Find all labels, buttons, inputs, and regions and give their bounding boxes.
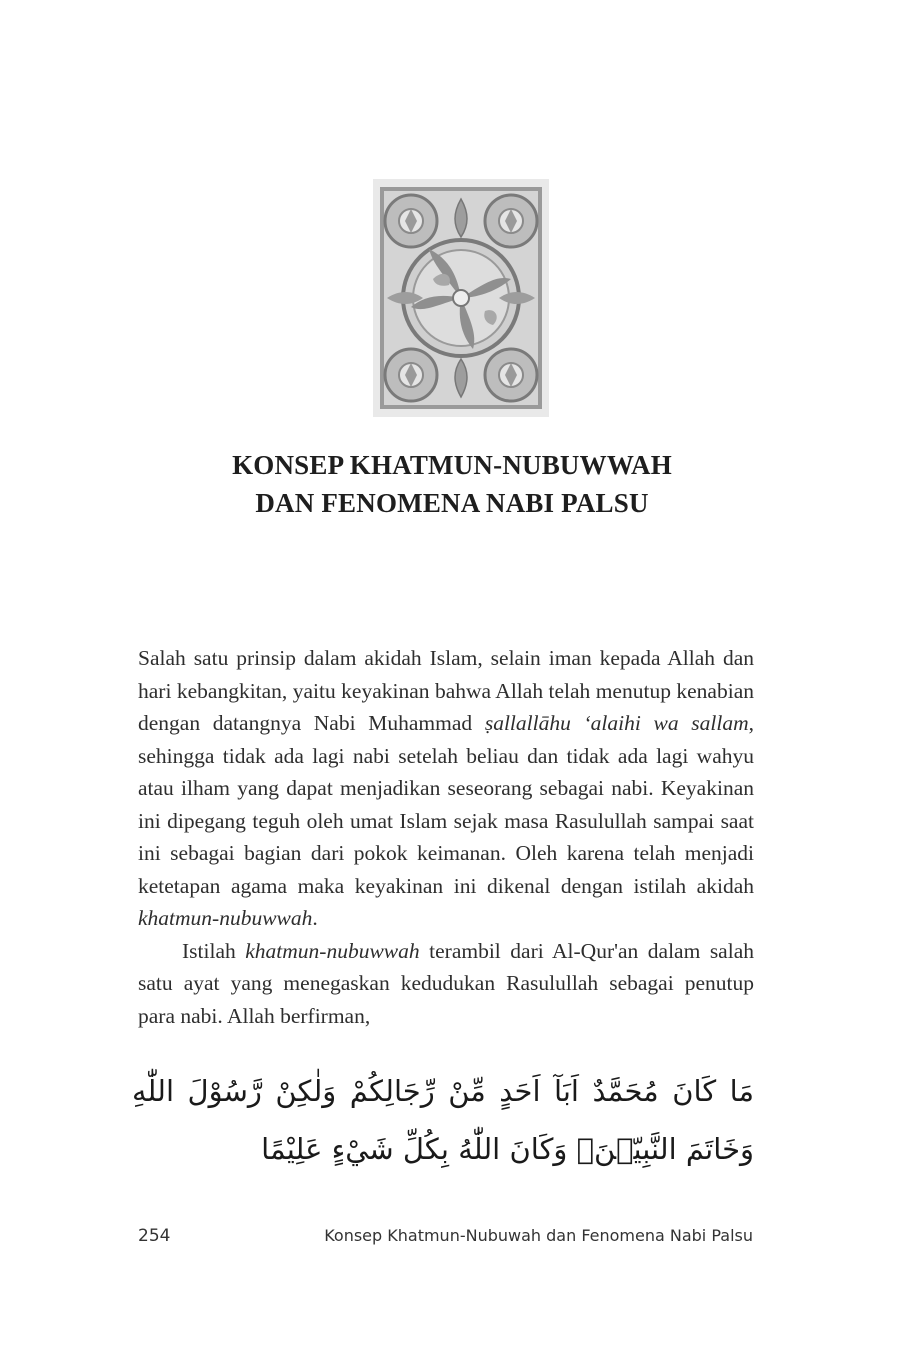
body-text <box>138 642 754 1032</box>
chapter-title <box>0 446 904 522</box>
quran-verse: مَا كَانَ مُحَمَّدٌ اَبَآ اَحَدٍ مِّنْ رِّجَالِكُمْ وَلٰكِنْ رَّسُوْلَ اللّٰهِ وَخَاتَمَ النَّبِيّٖنَۗ وَكَانَ اللّٰهُ بِكُلِّ شَيْءٍ عَلِيْمًا <box>132 1074 754 1166</box>
paragraph-2: Istilah khatmun-nubuwwah terambil dari Al-Qur'an dalam salah satu ayat yang menegaskan kedudukan Rasulullah sebagai penutup para nabi. Allah berfirman, <box>138 938 754 1028</box>
chapter-title-line-1: KONSEP KHATMUN-NUBUWWAH <box>232 450 672 480</box>
running-title: Konsep Khatmun-Nubuwah dan Fenomena Nabi Palsu <box>324 1226 753 1245</box>
page-number: 254 <box>138 1226 171 1246</box>
paragraph-1: Salah satu prinsip dalam akidah Islam, selain iman kepada Allah dan hari kebangkitan, yaitu keyakinan bahwa Allah telah menutup kenabian dengan datangnya Nabi Muhammad ṣallallāhu ‘alaihi wa sallam, sehingga tidak ada lagi nabi setelah beliau dan tidak ada lagi wahyu atau ilham yang dapat menjadikan seseorang sebagai nabi. Keyakinan ini dipegang teguh oleh umat Islam sejak masa Rasulullah sampai saat ini sebagai bagian dari pokok keimanan. Oleh karena telah menjadi ketetapan agama maka keyakinan ini dikenal dengan istilah akidah khatmun-nubuwwah. <box>138 646 754 930</box>
arabesque-ornament-icon <box>373 179 549 417</box>
chapter-title-line-2: DAN FENOMENA NABI PALSU <box>255 488 649 518</box>
